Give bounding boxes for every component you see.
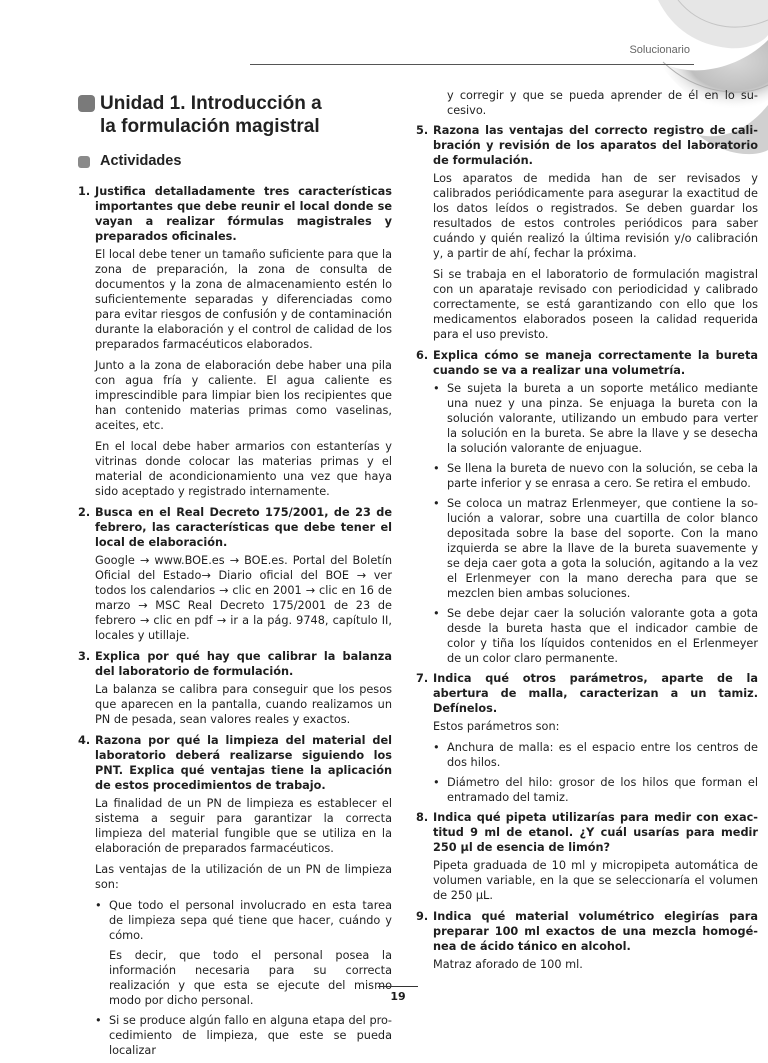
answer-6-bullet-4: • Se debe dejar caer la solución valorante gota a gota desde la bureta hasta que el indicador cambie de color y tiña los líquidos contenidos en el Erlenmeyer de un color claro permanente. [433, 607, 758, 665]
answer-3-p1: La balanza se calibra para conseguir que los pesos que aparecen en la pantalla, cuando realizamos un PN de pesada, sean valores reales y exactos. [95, 683, 392, 726]
answer-6-bullet-3: • Se coloca un matraz Erlenmeyer, que contiene la solución a valorar, sobre una cuartilla de color blanco depositada sobre la base del soporte. Con la mano izquierda se abre la llave de la bureta suavemente y se deja caer gota a gota la solución, agitando a la vez el Erlenmeyer con la mano derecha para que se mezclen bien ambas soluciones. [433, 497, 758, 600]
answer-6-bullet-1: • Se sujeta la bureta a un soporte metálico mediante una nuez y una pinza. Se enjuaga la bureta con la solución valorante, utilizando un embudo para verter la solución en la bureta. Se abre la llave y se desecha la solución valorante de enjuague. [433, 382, 758, 455]
bullet-icon: • [95, 1014, 102, 1027]
bullet-icon: • [433, 382, 440, 395]
bullet-icon: • [433, 741, 440, 754]
unit-title-line2: la formulación magistral [100, 116, 320, 137]
bullet-icon: • [433, 462, 440, 475]
answer-4-p1: La finalidad de un PN de limpieza es establecer el sistema a seguir para garantizar la correcta limpieza del material fungible que se utiliza en la elaboración de preparados farmacéuticos. [95, 797, 392, 855]
header-rule [250, 64, 694, 65]
answer-7-p1: Estos parámetros son: [433, 720, 560, 733]
answer-4-p2: Las ventajas de la utilización de un PN de limpieza son: [95, 863, 392, 891]
question-2: 2. Busca en el Real Decreto 175/2001, de 23 de febrero, las características que debe tener el local de elaboración. [78, 506, 392, 549]
bullet-icon: • [95, 899, 102, 912]
bullet-icon: • [433, 776, 440, 789]
answer-6-bullet-2: • Se llena la bureta de nuevo con la solución, se ceba la parte inferior y se enrasa a cero. Se retira el embudo. [433, 462, 758, 490]
answer-1-p2: Junto a la zona de elaboración debe haber una pila con agua fría y caliente. El agua caliente es imprescindible para limpiar bien los recipientes que han contenido materias primas como vaselinas, aceites, etc. [95, 359, 392, 432]
answer-8-p1: Pipeta graduada de 10 ml y micropipeta automática de volumen variable, en la que se seleccionaría el volumen de 250 µL. [433, 859, 758, 902]
answer-7-bullet-2: • Diámetro del hilo: grosor de los hilos que forman el entramado del tamiz. [433, 776, 758, 804]
answer-1-p1: El local debe tener un tamaño suficiente para que la zona de preparación, la zona de consulta de documentos y la zona de almacenamiento estén lo suficientemente separadas y diferenciadas como para evitar riesgos de confusión y de contaminación durante la elaboración y el control de calidad de los preparados farmacéuticos elaborados. [95, 248, 392, 351]
unit-title [78, 92, 392, 138]
answer-9-p1: Matraz aforado de 100 ml. [433, 958, 583, 971]
answer-4-bullet-1-sub: Es decir, que todo el personal posea la información necesaria para su correcta realización y que esta se ejecute del mismo modo por dicho personal. [109, 949, 392, 1007]
header-label: Solucionario [629, 44, 690, 56]
unit-title-line1: Unidad 1. Introducción a [100, 93, 322, 114]
page-number: 19 [378, 986, 418, 1003]
answer-5-p1: Los aparatos de medida han de ser revisados y calibrados periódicamente para asegurar la exactitud de los datos leídos o registrados. Se deben guardar los resultados de estos controles periódicos para saber cuándo y quién realizó la última revisión y/o calibración y, a partir de ahí, fechar la próxima. [433, 172, 758, 260]
title-square-icon [78, 95, 95, 112]
question-9: 9. Indica qué material volumétrico elegirías para preparar 100 ml exactos de una mezcla homogénea de ácido tánico en alcohol. [416, 910, 758, 953]
section-square-icon [78, 156, 90, 168]
question-7: 7. Indica qué otros parámetros, aparte de la abertura de malla, caracterizan a un tamiz. Defínelos. [416, 672, 758, 715]
answer-1-p3: En el local debe haber armarios con estanterías y vitrinas donde colocar las materias primas y el material de acondicionamiento una vez que haya sido aceptado y registrado internamente. [95, 440, 392, 498]
answer-7-bullet-1: • Anchura de malla: es el espacio entre los centros de dos hilos. [433, 741, 758, 769]
question-4: 4. Razona por qué la limpieza del material del laboratorio deberá realizarse siguiendo los PNT. Explica qué ventajas tiene la aplicación de estos procedimientos de trabajo. [78, 734, 392, 792]
answer-4-bullet-2-cont: y corregir y que se pueda aprender de él en lo sucesivo. [447, 89, 758, 117]
right-column [416, 88, 758, 978]
question-6: 6. Explica cómo se maneja correctamente la bureta cuando se va a realizar una volumetría. [416, 349, 758, 377]
answer-4-bullet-2: • Si se produce algún fallo en alguna etapa del procedimiento de limpieza, que este se pueda localizar [95, 1014, 392, 1057]
question-5: 5. Razona las ventajas del correcto registro de calibración y revisión de los aparatos del laboratorio de formulación. [416, 124, 758, 167]
answer-5-p2: Si se trabaja en el laboratorio de formulación magistral con un aparataje revisado con periodicidad y calibrado correctamente, se está garantizando con ello que los medicamentos elaborados poseen la calidad requerida para el uso previsto. [433, 268, 758, 341]
answer-4-bullet-1: • Que todo el personal involucrado en esta tarea de limpieza sepa qué tiene que hacer, cuándo y cómo. [95, 899, 392, 942]
left-column [78, 88, 392, 1063]
bullet-icon: • [433, 497, 440, 510]
answer-2-p1: Google → www.BOE.es → BOE.es. Portal del Boletín Oficial del Estado→ Diario oficial del BOE → ver todos los calendarios → clic en 2001 → clic en 16 de marzo → MSC Real Decreto 175/2001 de 23 de febrero → clic en pdf → ir a la pág. 9748, capítulo II, locales y utillaje. [95, 554, 392, 642]
question-1: 1. Justifica detalladamente tres características importantes que debe reunir el local donde se vayan a realizar fórmulas magistrales y preparados oficinales. [78, 185, 392, 243]
question-3: 3. Explica por qué hay que calibrar la balanza del laboratorio de formulación. [78, 650, 392, 678]
bullet-icon: • [433, 607, 440, 620]
section-title: Actividades [78, 152, 392, 170]
question-8: 8. Indica qué pipeta utilizarías para medir con exactitud 9 ml de etanol. ¿Y cuál usarías para medir 250 µl de esencia de limón? [416, 811, 758, 854]
